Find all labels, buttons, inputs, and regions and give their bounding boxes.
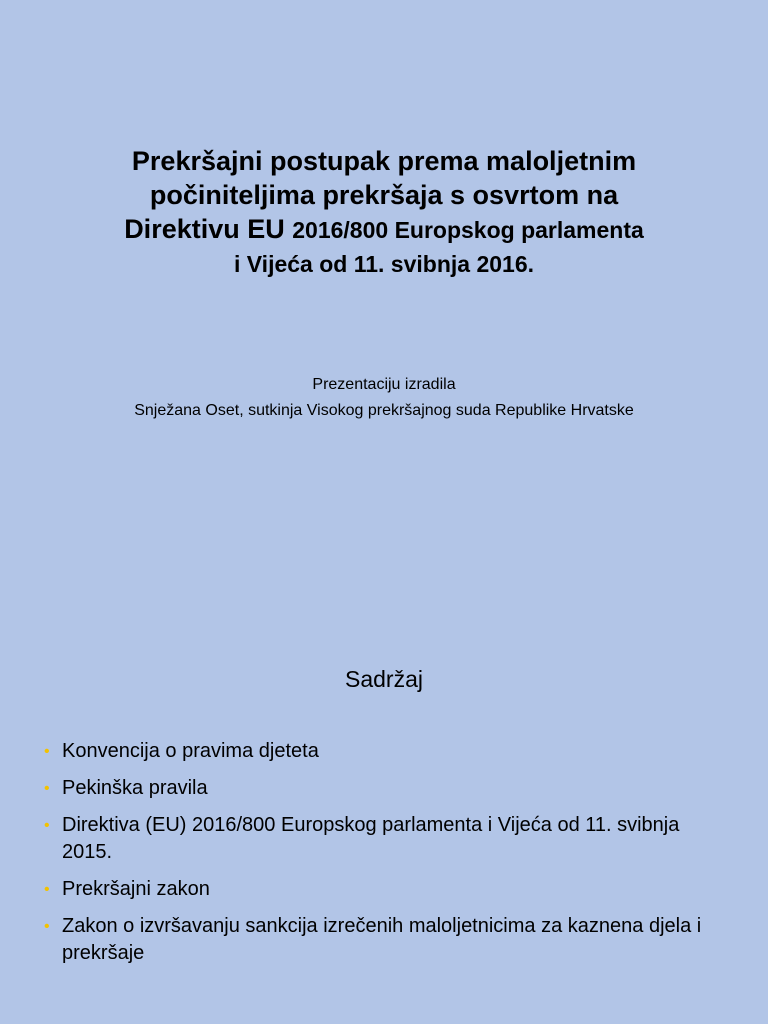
list-item: [44, 876, 734, 903]
title-line-3-end: 2016/800 Europskog parlamenta: [292, 217, 644, 243]
prepared-by-label: Prezentaciju izradila: [312, 376, 456, 393]
bullet-icon: •: [44, 817, 50, 834]
list-item: [44, 812, 734, 866]
bullet-icon: •: [44, 780, 50, 797]
list-item: [44, 913, 734, 967]
bullet-icon: •: [44, 743, 50, 760]
list-item-text: Konvencija o pravima djeteta: [62, 740, 319, 762]
slide-2-title: Sadržaj: [345, 666, 423, 692]
slide-divider: [0, 512, 768, 513]
bullet-icon: •: [44, 918, 50, 935]
list-item-text: Zakon o izvršavanju sankcija izrečenih maloljetnicima za kaznena djela i prekršaje: [62, 915, 702, 964]
list-item: [44, 775, 734, 802]
title-line-1: Prekršajni postupak prema maloljetnim: [131, 146, 637, 176]
contents-list: [44, 738, 734, 977]
list-item-text: Prekršajni zakon: [62, 878, 210, 900]
bullet-icon: •: [44, 881, 50, 898]
title-line-3-start: Direktivu EU: [124, 214, 293, 244]
title-line-4: i Vijeća od 11. svibnja 2016.: [233, 251, 535, 277]
slide-1-subtitle: [84, 374, 684, 420]
slide-1-title: [84, 144, 684, 281]
list-item-text: Direktiva (EU) 2016/800 Europskog parlamenta i Vijeća od 11. svibnja 2015.: [62, 814, 680, 863]
list-item-text: Pekinška pravila: [62, 777, 208, 799]
title-line-2: počiniteljima prekršaja s osvrtom na: [149, 180, 619, 210]
title-line-3: [84, 212, 684, 247]
author-line: Snježana Oset, sutkinja Visokog prekršajnog suda Republike Hrvatske: [134, 402, 634, 419]
list-item: [44, 738, 734, 765]
